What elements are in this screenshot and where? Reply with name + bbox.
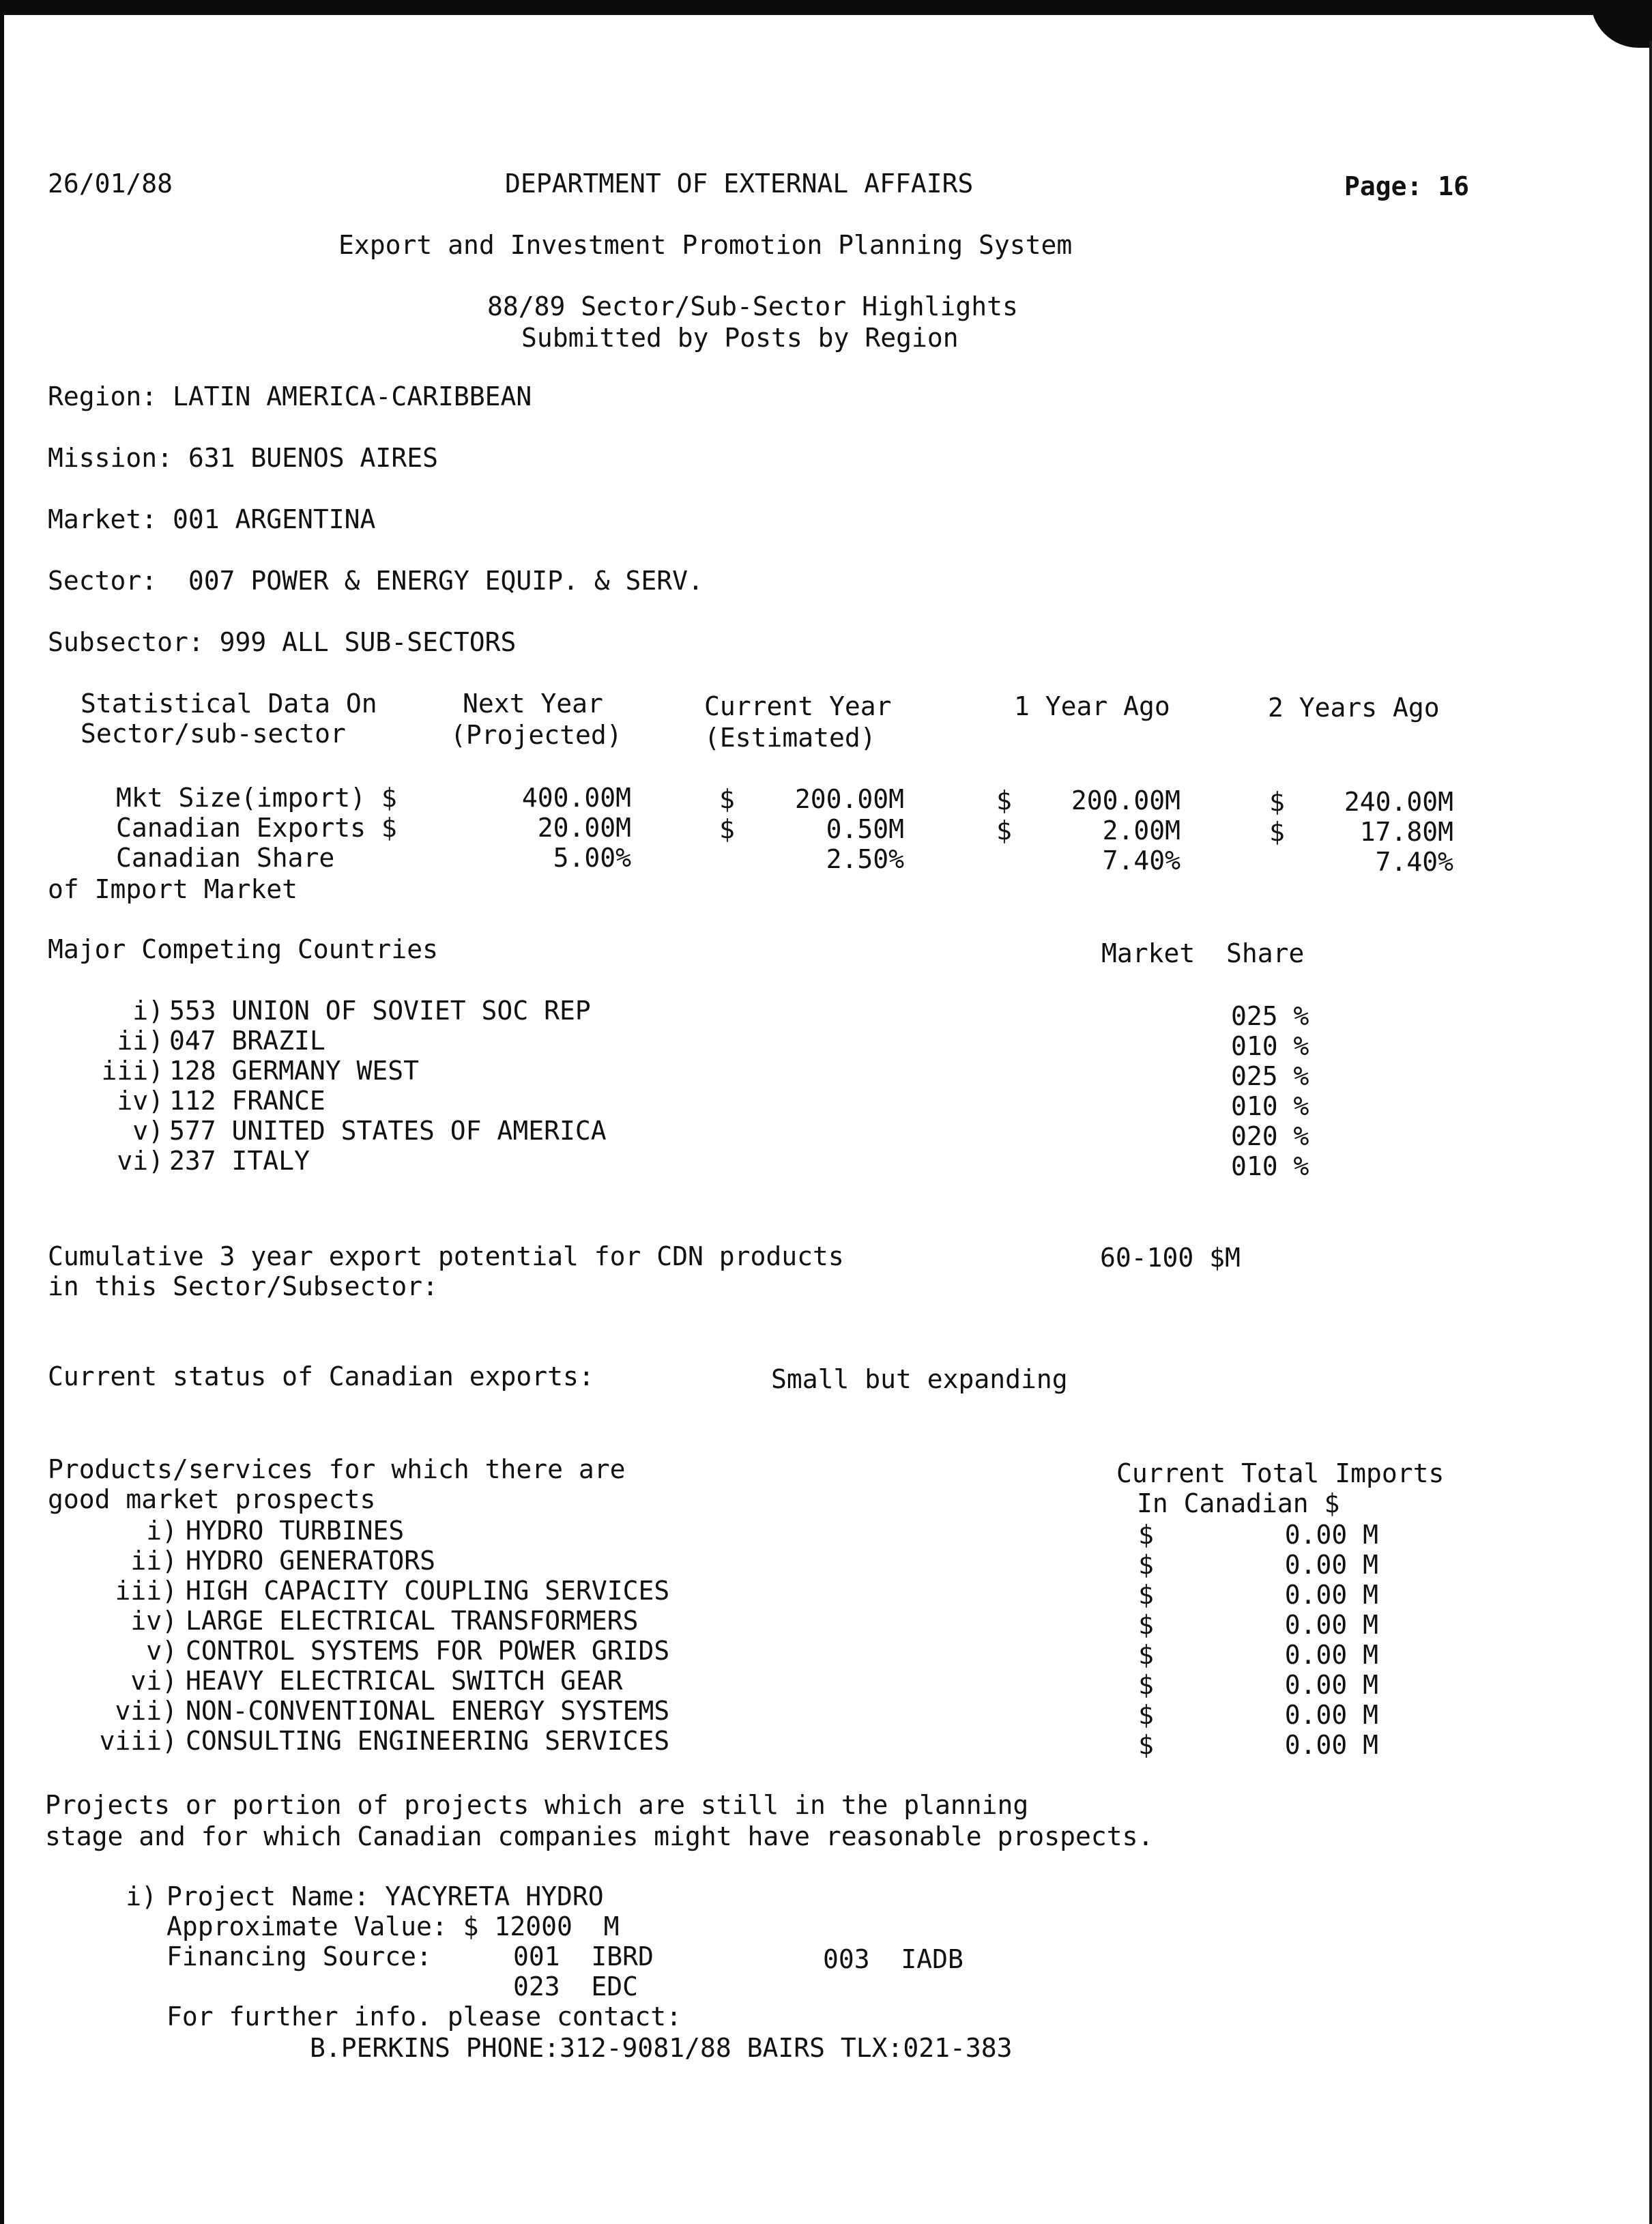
stats-row-label: Canadian Exports $ xyxy=(116,813,397,843)
product-currency: $ xyxy=(1138,1610,1154,1640)
imports-header-2: In Canadian $ xyxy=(1137,1488,1340,1518)
product-imports: 0.00 M xyxy=(1284,1670,1378,1700)
product-currency: $ xyxy=(1138,1700,1154,1730)
stats-current: 0.50M xyxy=(826,814,904,844)
country-share: 010 % xyxy=(1231,1091,1309,1121)
item-number: iv) xyxy=(117,1086,164,1116)
potential-line-1: Cumulative 3 year export potential for CDN products xyxy=(48,1241,844,1271)
imports-header-1: Current Total Imports xyxy=(1116,1458,1445,1488)
scan-border-left xyxy=(0,0,4,2224)
stats-2ago-currency: $ xyxy=(1269,787,1285,817)
stats-row-label: Mkt Size(import) $ xyxy=(116,783,397,813)
item-number: v) xyxy=(132,1116,164,1146)
project-name: Project Name: YACYRETA HYDRO xyxy=(166,1881,604,1911)
item-number: ii) xyxy=(130,1546,177,1576)
stats-1ago-currency: $ xyxy=(996,785,1012,815)
item-number: vi) xyxy=(130,1666,177,1696)
product-imports: 0.00 M xyxy=(1284,1730,1378,1760)
col-current-year: Current Year xyxy=(704,691,892,721)
product-imports: 0.00 M xyxy=(1284,1610,1378,1640)
status-value: Small but expanding xyxy=(771,1364,1068,1394)
project-value: Approximate Value: $ 12000 M xyxy=(166,1911,620,1941)
contact-label: For further info. please contact: xyxy=(166,2002,682,2032)
mission-line: Mission: 631 BUENOS AIRES xyxy=(48,443,438,473)
stats-2ago-currency: $ xyxy=(1269,817,1285,847)
item-number: i) xyxy=(132,996,164,1026)
product-imports: 0.00 M xyxy=(1284,1520,1378,1550)
scan-border-top xyxy=(0,0,1652,15)
item-number: vi) xyxy=(117,1146,164,1176)
product-name: HYDRO TURBINES xyxy=(186,1516,405,1546)
stats-next: 400.00M xyxy=(521,783,631,813)
country-name: 047 BRAZIL xyxy=(169,1026,325,1056)
item-number: v) xyxy=(146,1636,177,1666)
product-currency: $ xyxy=(1138,1550,1154,1580)
market-line: Market: 001 ARGENTINA xyxy=(48,504,376,534)
stats-cur-currency: $ xyxy=(719,784,735,814)
stats-next: 20.00M xyxy=(537,813,631,843)
potential-value: 60-100 $M xyxy=(1100,1243,1241,1273)
item-number: ii) xyxy=(117,1026,164,1056)
product-imports: 0.00 M xyxy=(1284,1580,1378,1610)
projects-line-1: Projects or portion of projects which are still in the planning xyxy=(45,1790,1029,1820)
product-name: HIGH CAPACITY COUPLING SERVICES xyxy=(186,1576,670,1606)
stats-head-label-2: Sector/sub-sector xyxy=(81,719,346,749)
status-label: Current status of Canadian exports: xyxy=(48,1361,594,1391)
financing-source-1: 001 IBRD xyxy=(513,1941,654,1972)
submitted-subtitle: Submitted by Posts by Region xyxy=(521,323,959,353)
stats-row-label: Canadian Share xyxy=(116,843,335,873)
sector-line: Sector: 007 POWER & ENERGY EQUIP. & SERV. xyxy=(48,566,704,596)
stats-current: 2.50% xyxy=(826,844,904,874)
stats-1-year-ago: 2.00M xyxy=(1102,815,1180,846)
country-share: 010 % xyxy=(1231,1151,1309,1181)
stats-2-years-ago: 240.00M xyxy=(1344,787,1453,817)
stats-cur-currency: $ xyxy=(719,814,735,844)
contact-details: B.PERKINS PHONE:312-9081/88 BAIRS TLX:021-383 xyxy=(310,2033,1013,2063)
product-currency: $ xyxy=(1138,1730,1154,1760)
financing-source-2: 003 IADB xyxy=(823,1944,963,1974)
scan-border-corner xyxy=(1591,0,1652,48)
item-number: i) xyxy=(146,1516,177,1546)
products-line-2: good market prospects xyxy=(48,1484,376,1514)
col-2-years-ago: 2 Years Ago xyxy=(1268,693,1440,723)
item-number: viii) xyxy=(99,1726,177,1756)
market-share-header: Market Share xyxy=(1101,938,1305,968)
product-name: HYDRO GENERATORS xyxy=(186,1546,436,1576)
product-currency: $ xyxy=(1138,1580,1154,1610)
scan-border-right xyxy=(1649,41,1652,2224)
region-line: Region: LATIN AMERICA-CARIBBEAN xyxy=(48,381,532,411)
department-title: DEPARTMENT OF EXTERNAL AFFAIRS xyxy=(505,169,974,199)
stats-current: 200.00M xyxy=(794,784,904,814)
col-next-year-sub: (Projected) xyxy=(450,720,622,750)
col-1-year-ago: 1 Year Ago xyxy=(1014,691,1170,721)
stats-2-years-ago: 7.40% xyxy=(1375,847,1453,877)
col-next-year: Next Year xyxy=(463,689,603,719)
product-currency: $ xyxy=(1138,1640,1154,1670)
stats-2-years-ago: 17.80M xyxy=(1359,817,1453,847)
product-imports: 0.00 M xyxy=(1284,1700,1378,1730)
product-imports: 0.00 M xyxy=(1284,1550,1378,1580)
stats-head-label-1: Statistical Data On xyxy=(81,689,377,719)
product-imports: 0.00 M xyxy=(1284,1640,1378,1670)
products-line-1: Products/services for which there are xyxy=(48,1454,626,1484)
product-name: LARGE ELECTRICAL TRANSFORMERS xyxy=(186,1606,639,1636)
financing-label: Financing Source: xyxy=(166,1941,432,1972)
potential-line-2: in this Sector/Subsector: xyxy=(48,1271,438,1301)
stats-1-year-ago: 200.00M xyxy=(1071,785,1180,815)
country-name: 112 FRANCE xyxy=(169,1086,325,1116)
financing-source-3: 023 EDC xyxy=(513,1972,639,2002)
report-date: 26/01/88 xyxy=(48,169,173,199)
product-currency: $ xyxy=(1138,1520,1154,1550)
item-number: iii) xyxy=(101,1056,164,1086)
stats-next: 5.00% xyxy=(553,843,631,873)
product-currency: $ xyxy=(1138,1670,1154,1700)
country-name: 128 GERMANY WEST xyxy=(169,1056,420,1086)
country-share: 025 % xyxy=(1231,1061,1309,1091)
country-share: 010 % xyxy=(1231,1031,1309,1061)
projects-line-2: stage and for which Canadian companies might have reasonable prospects. xyxy=(45,1821,1154,1851)
col-current-year-sub: (Estimated) xyxy=(704,723,876,753)
share-suffix: of Import Market xyxy=(48,874,298,904)
subsector-line: Subsector: 999 ALL SUB-SECTORS xyxy=(48,627,517,657)
system-title: Export and Investment Promotion Planning System xyxy=(338,230,1073,260)
country-name: 553 UNION OF SOVIET SOC REP xyxy=(169,996,591,1026)
page-number: Page: 16 xyxy=(1344,171,1470,201)
stats-1-year-ago: 7.40% xyxy=(1102,846,1180,876)
item-number: iii) xyxy=(115,1576,177,1606)
product-name: CONTROL SYSTEMS FOR POWER GRIDS xyxy=(186,1636,670,1666)
country-share: 025 % xyxy=(1231,1001,1309,1031)
item-number: i) xyxy=(126,1881,157,1911)
competitors-title: Major Competing Countries xyxy=(48,934,438,964)
stats-1ago-currency: $ xyxy=(996,815,1012,846)
product-name: CONSULTING ENGINEERING SERVICES xyxy=(186,1726,670,1756)
item-number: vii) xyxy=(115,1696,177,1726)
highlights-title: 88/89 Sector/Sub-Sector Highlights xyxy=(487,291,1018,321)
item-number: iv) xyxy=(130,1606,177,1636)
country-name: 237 ITALY xyxy=(169,1146,310,1176)
country-name: 577 UNITED STATES OF AMERICA xyxy=(169,1116,607,1146)
product-name: NON-CONVENTIONAL ENERGY SYSTEMS xyxy=(186,1696,670,1726)
product-name: HEAVY ELECTRICAL SWITCH GEAR xyxy=(186,1666,623,1696)
country-share: 020 % xyxy=(1231,1121,1309,1151)
